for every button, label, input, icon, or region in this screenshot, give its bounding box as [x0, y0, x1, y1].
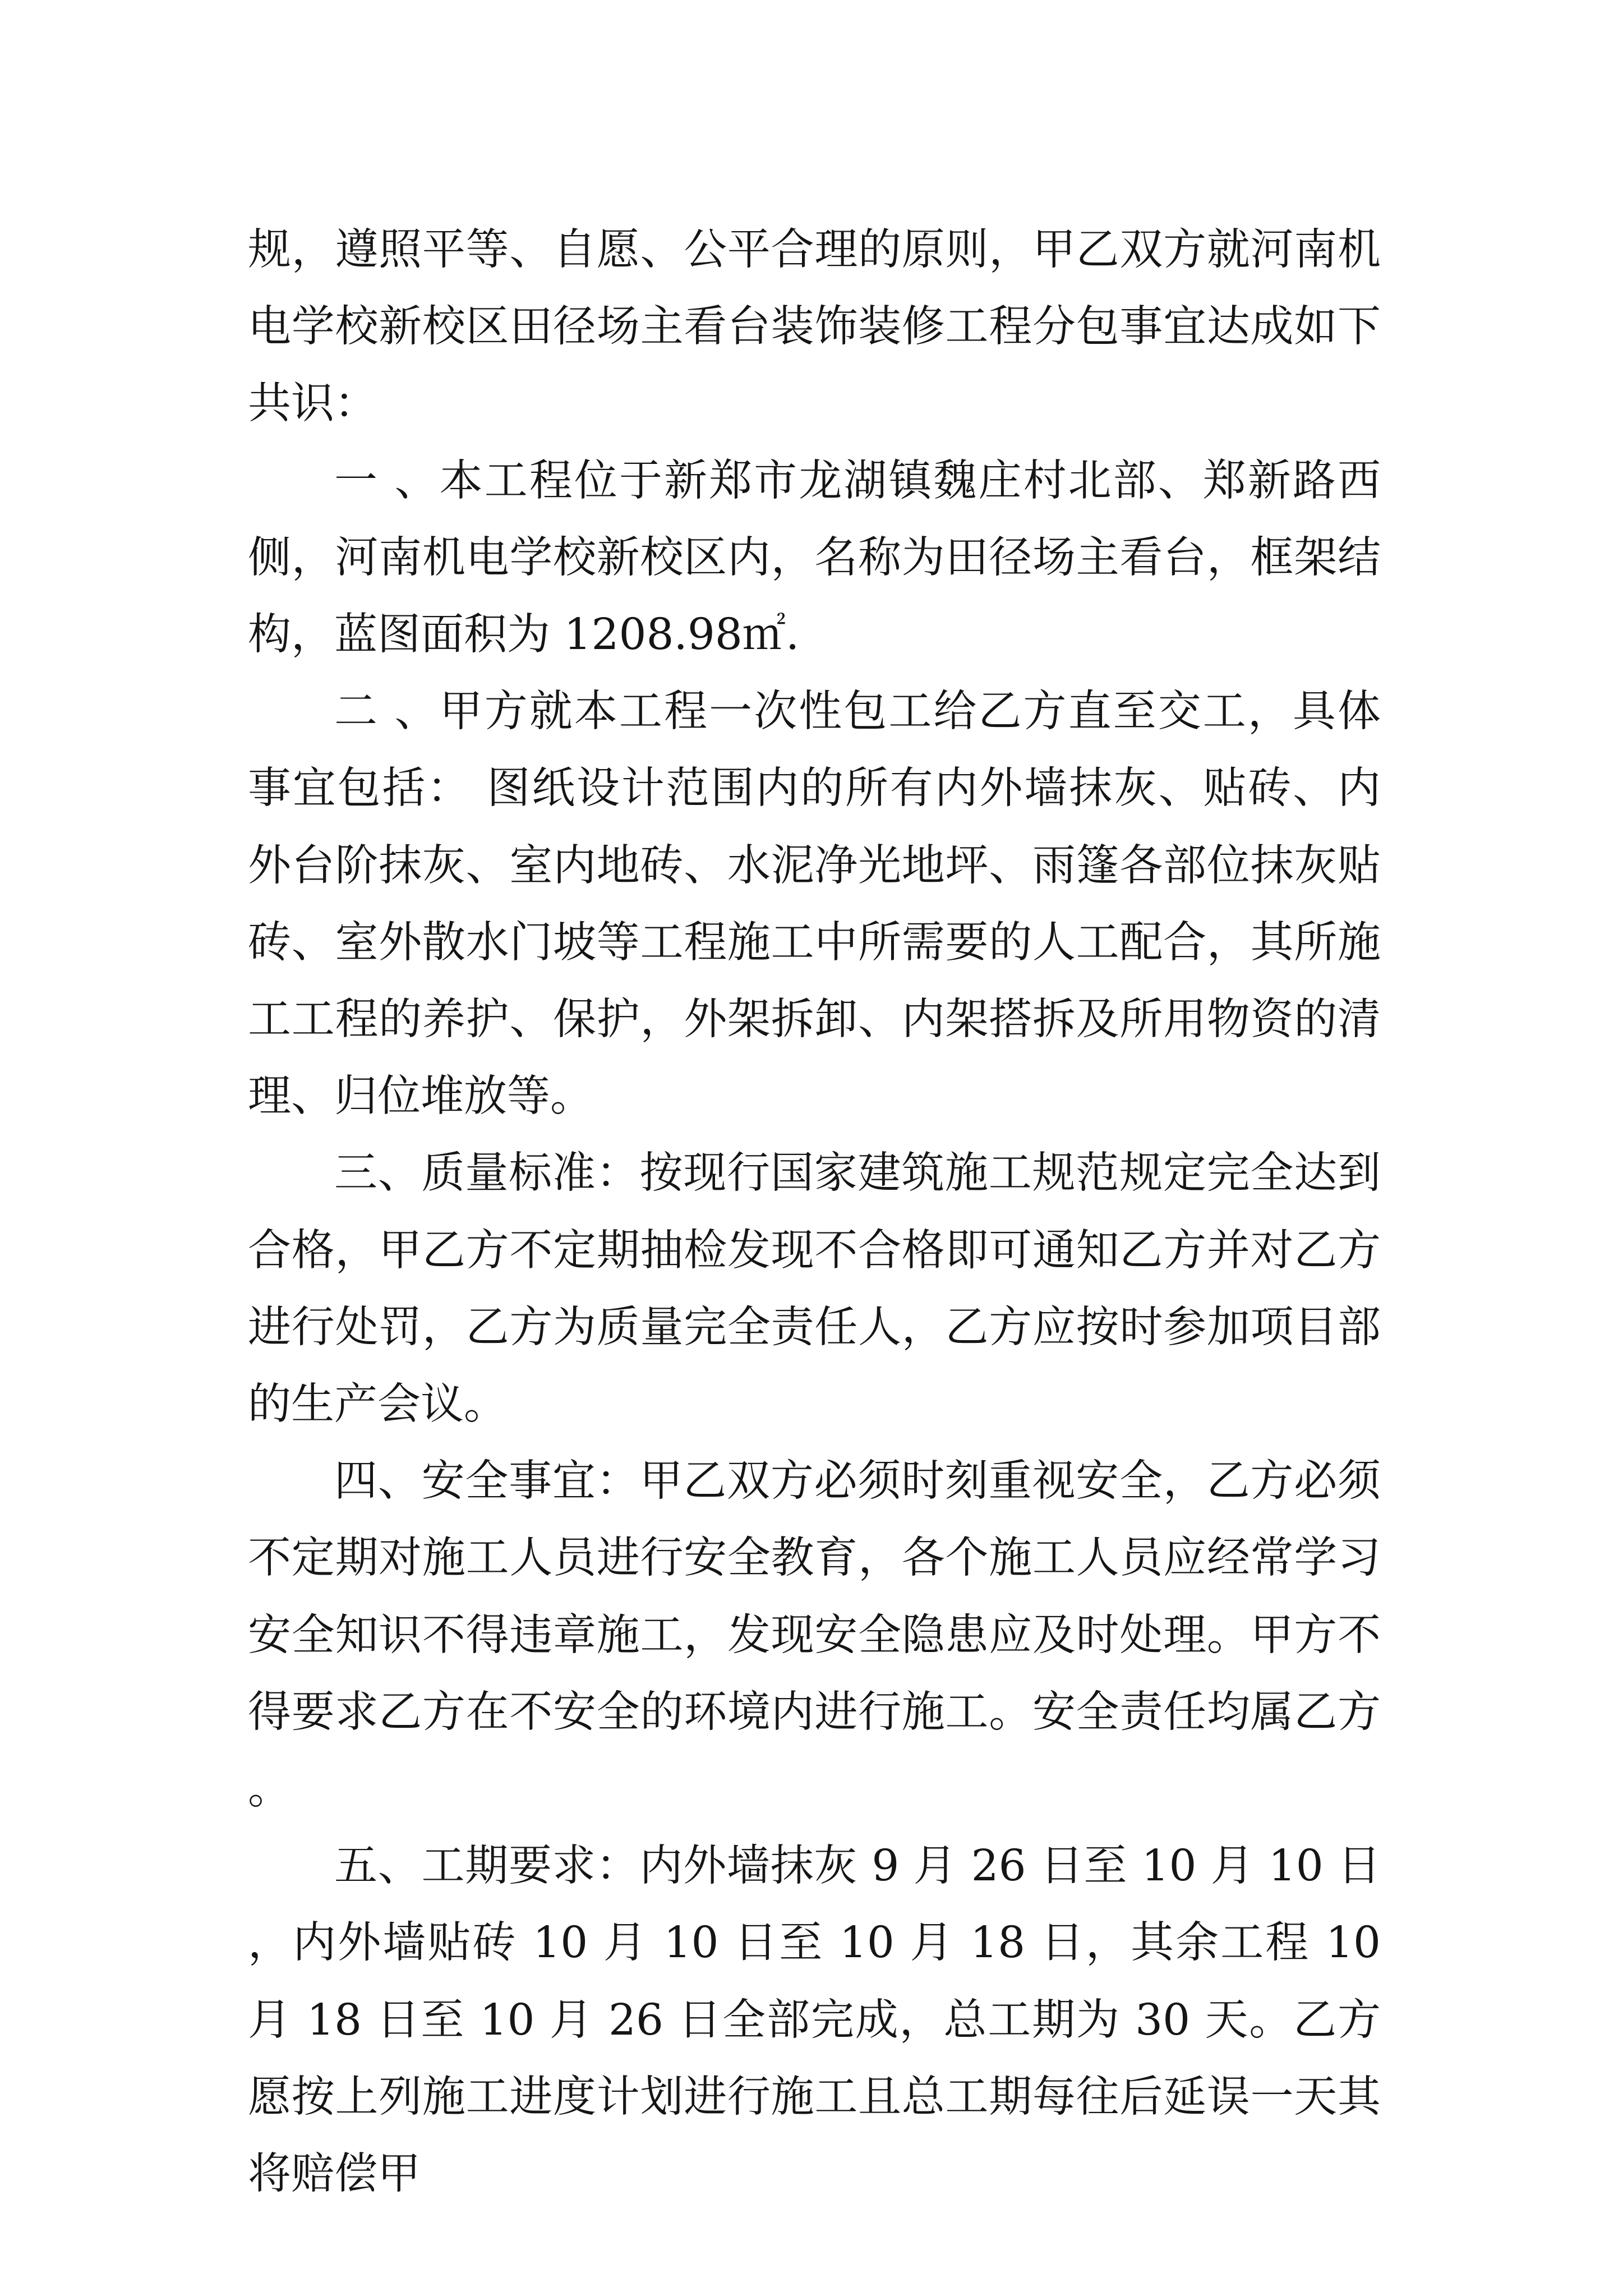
paragraph-clause-5-schedule: 五、工期要求：内外墙抹灰 9 月 26 日至 10 月 10 日，内外墙贴砖 10 月 10 日至 10 月 18 日，其余工程 10 月 18 日至 10 月 26 日全部完成，总工期为 30 天。乙方愿按上列施工进度计划进行施工且总工期每往后延误一天其将赔偿甲: [248, 1841, 1381, 2200]
paragraph-clause-1-location: 一 、本工程位于新郑市龙湖镇魏庄村北部、郑新路西侧，河南机电学校新校区内，名称为田径场主看台，框架结构，蓝图面积为 1208.98㎡.: [248, 455, 1381, 660]
paragraph-clause-2-scope: 二 、甲方就本工程一次性包工给乙方直至交工，具体事宜包括： 图纸设计范围内的所有内外墙抹灰、贴砖、内外台阶抹灰、室内地砖、水泥净光地坪、雨篷各部位抹灰贴砖、室外散水门坡等工程施工中所需要的人工配合，其所施工工程的养护、保护，外架拆卸、内架搭拆及所用物资的清理、归位堆放等。: [248, 687, 1381, 1122]
document-body: [248, 211, 1381, 2212]
paragraph-continuation: 规，遵照平等、自愿、公平合理的原则，甲乙双方就河南机电学校新校区田径场主看台装饰装修工程分包事宜达成如下共识：: [248, 225, 1381, 429]
paragraph-clause-4-safety: 四、安全事宜：甲乙双方必须时刻重视安全，乙方必须不定期对施工人员进行安全教育，各个施工人员应经常学习安全知识不得违章施工，发现安全隐患应及时处理。甲方不得要求乙方在不安全的环境内进行施工。安全责任均属乙方。: [248, 1456, 1381, 1815]
paragraph-clause-3-quality: 三、质量标准：按现行国家建筑施工规范规定完全达到合格，甲乙方不定期抽检发现不合格即可通知乙方并对乙方进行处罚，乙方为质量完全责任人，乙方应按时参加项目部的生产会议。: [248, 1148, 1381, 1430]
